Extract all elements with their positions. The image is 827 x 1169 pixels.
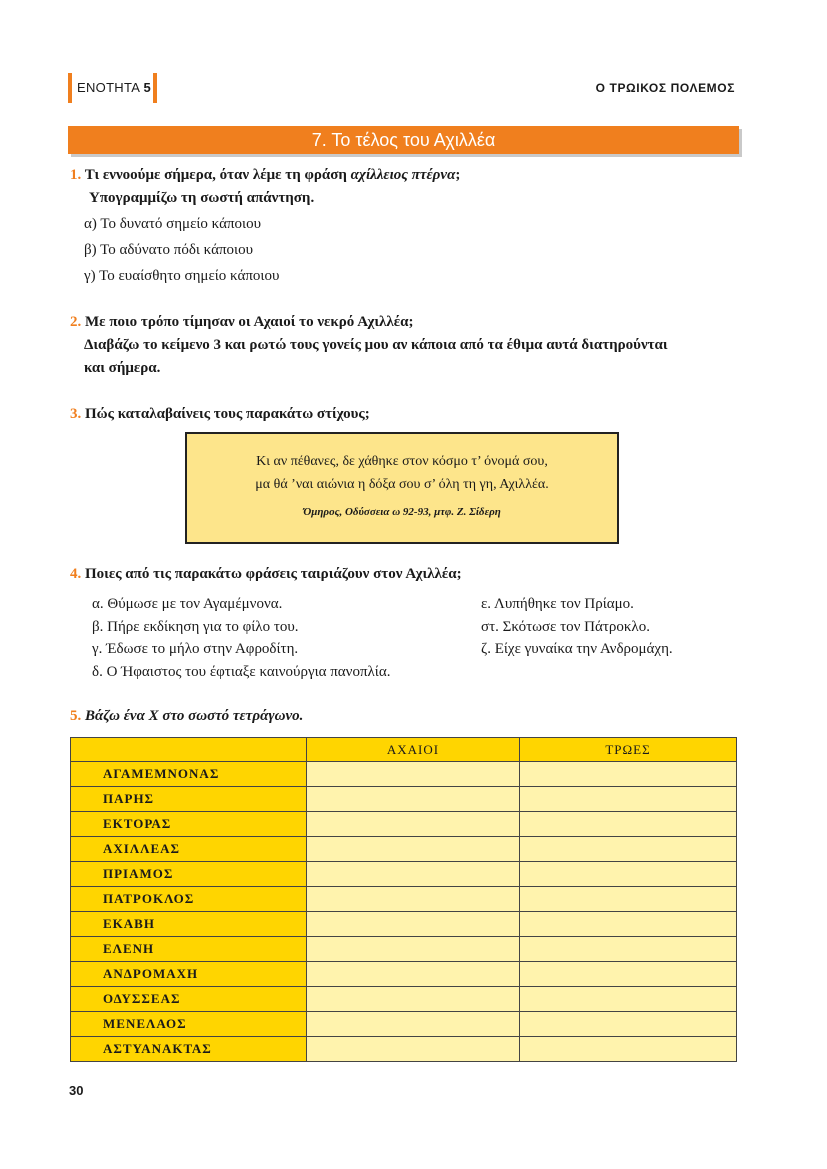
table-row [71,962,737,987]
table-row [71,937,737,962]
row-label: ΑΓΑΜΕΜΝΟΝΑΣ [71,762,307,787]
table-row [71,762,737,787]
table-row [71,812,737,837]
question-4-option-c[interactable]: γ. Έδωσε το μήλο στην Αφροδίτη. [92,641,299,657]
checkbox-cell-trojans[interactable] [520,862,737,887]
table-row [71,1012,737,1037]
quote-box [185,432,619,544]
question-1-italic: αχίλλειος πτέρνα [350,167,456,183]
row-label: ΠΑΡΗΣ [71,787,307,812]
question-4-option-st[interactable]: στ. Σκότωσε τον Πάτροκλο. [481,618,650,635]
checkbox-cell-achaeans[interactable] [307,862,520,887]
lesson-title-banner [68,126,739,154]
unit-bar-left [68,73,72,103]
row-label: ΟΔΥΣΣΕΑΣ [71,987,307,1012]
row-label: ΜΕΝΕΛΑΟΣ [71,1012,307,1037]
question-1-instruction: Υπογραμμίζω τη σωστή απάντηση. [89,190,315,206]
answer-table [70,737,737,1062]
row-label: ΕΚΑΒΗ [71,912,307,937]
question-2-line-3: και σήμερα. [84,360,161,376]
question-4-option-a[interactable]: α. Θύμωσε με τον Αγαμέμνονα. [92,596,283,612]
unit-number: 5 [143,80,151,95]
row-label: ΠΡΙΑΜΟΣ [71,862,307,887]
row-label: ΑΝΔΡΟΜΑΧΗ [71,962,307,987]
question-1-option-c[interactable]: γ) Το ευαίσθητο σημείο κάποιου [84,268,280,284]
table-row [71,862,737,887]
question-4 [70,563,462,586]
checkbox-cell-achaeans[interactable] [307,787,520,812]
question-4-option-e[interactable]: ε. Λυπήθηκε τον Πρίαμο. [481,596,634,612]
unit-label-text: ΕΝΟΤΗΤΑ [77,80,140,95]
question-4-left-options [92,593,390,683]
question-5-number: 5. [70,708,82,724]
question-5-text: Βάζω ένα Χ στο σωστό τετράγωνο. [85,708,304,724]
checkbox-cell-trojans[interactable] [520,812,737,837]
table-header-row [71,738,737,762]
checkbox-cell-trojans[interactable] [520,1012,737,1037]
checkbox-cell-trojans[interactable] [520,837,737,862]
unit-bar-right [153,73,157,103]
table-row [71,987,737,1012]
checkbox-cell-achaeans[interactable] [307,987,520,1012]
table-row [71,912,737,937]
question-4-number: 4. [70,566,82,582]
checkbox-cell-trojans[interactable] [520,962,737,987]
quote-source: Όμηρος, Οδύσσεια ω 92-93, μτφ. Ζ. Σίδερη [303,506,501,518]
question-1-option-a[interactable]: α) Το δυνατό σημείο κάποιου [84,216,262,232]
question-1-option-b[interactable]: β) Το αδύνατο πόδι κάποιου [84,242,254,258]
checkbox-cell-achaeans[interactable] [307,762,520,787]
checkbox-cell-achaeans[interactable] [307,837,520,862]
question-4-option-z[interactable]: ζ. Είχε γυναίκα την Ανδρομάχη. [481,641,673,657]
checkbox-cell-trojans[interactable] [520,912,737,937]
row-label: ΕΚΤΟΡΑΣ [71,812,307,837]
checkbox-cell-trojans[interactable] [520,987,737,1012]
row-label: ΠΑΤΡΟΚΛΟΣ [71,887,307,912]
question-4-text: Ποιες από τις παρακάτω φράσεις ταιριάζουν στον Αχιλλέα; [85,566,462,582]
quote-line-1: Κι αν πέθανες, δε χάθηκε στον κόσμο τ’ όνομά σου, [256,454,548,469]
question-2-text: Με ποιο τρόπο τίμησαν οι Αχαιοί το νεκρό Αχιλλέα; [85,314,414,330]
table-row [71,787,737,812]
question-4-option-d[interactable]: δ. Ο Ήφαιστος του έφτιαξε καινούργια πανοπλία. [92,663,391,680]
checkbox-cell-achaeans[interactable] [307,962,520,987]
question-2-line-2: Διαβάζω το κείμενο 3 και ρωτώ τους γονείς μου αν κάποια από τα έθιμα αυτά διατηρούνται [84,337,668,353]
quote-line-2: μα θά ’ναι αιώνια η δόξα σου σ’ όλη τη γη, Αχιλλέα. [255,477,549,492]
question-3 [70,403,370,426]
checkbox-cell-achaeans[interactable] [307,1037,520,1062]
page-number: 30 [69,1083,84,1098]
checkbox-cell-achaeans[interactable] [307,1012,520,1037]
table-row [71,1037,737,1062]
table-row [71,887,737,912]
row-label: ΑΣΤΥΑΝΑΚΤΑΣ [71,1037,307,1062]
checkbox-cell-trojans[interactable] [520,787,737,812]
running-title: Ο ΤΡΩΙΚΟΣ ΠΟΛΕΜΟΣ [595,81,735,95]
column-header-trojans: ΤΡΩΕΣ [520,738,737,762]
table-row [71,837,737,862]
checkbox-cell-achaeans[interactable] [307,812,520,837]
question-3-text: Πώς καταλαβαίνεις τους παρακάτω στίχους; [85,406,370,422]
question-5 [70,705,303,728]
question-3-number: 3. [70,406,82,422]
checkbox-cell-trojans[interactable] [520,937,737,962]
question-1-text: Τι εννοούμε σήμερα, όταν λέμε τη φράση [84,167,351,183]
column-header-achaeans: ΑΧΑΙΟΙ [307,738,520,762]
question-1-number: 1. [70,167,82,183]
row-label: ΕΛΕΝΗ [71,937,307,962]
checkbox-cell-achaeans[interactable] [307,912,520,937]
unit-label [77,80,151,95]
checkbox-cell-trojans[interactable] [520,887,737,912]
question-2-number: 2. [70,314,82,330]
question-4-option-b[interactable]: β. Πήρε εκδίκηση για το φίλο του. [92,618,299,635]
question-1-end: ; [455,167,461,183]
row-label: ΑΧΙΛΛΕΑΣ [71,837,307,862]
checkbox-cell-trojans[interactable] [520,1037,737,1062]
table-corner-cell [71,738,307,762]
checkbox-cell-achaeans[interactable] [307,887,520,912]
lesson-title: 7. Το τέλος του Αχιλλέα [311,129,496,150]
checkbox-cell-achaeans[interactable] [307,937,520,962]
question-4-right-options [481,593,673,661]
checkbox-cell-trojans[interactable] [520,762,737,787]
question-1 [70,164,750,187]
question-2 [70,311,414,334]
